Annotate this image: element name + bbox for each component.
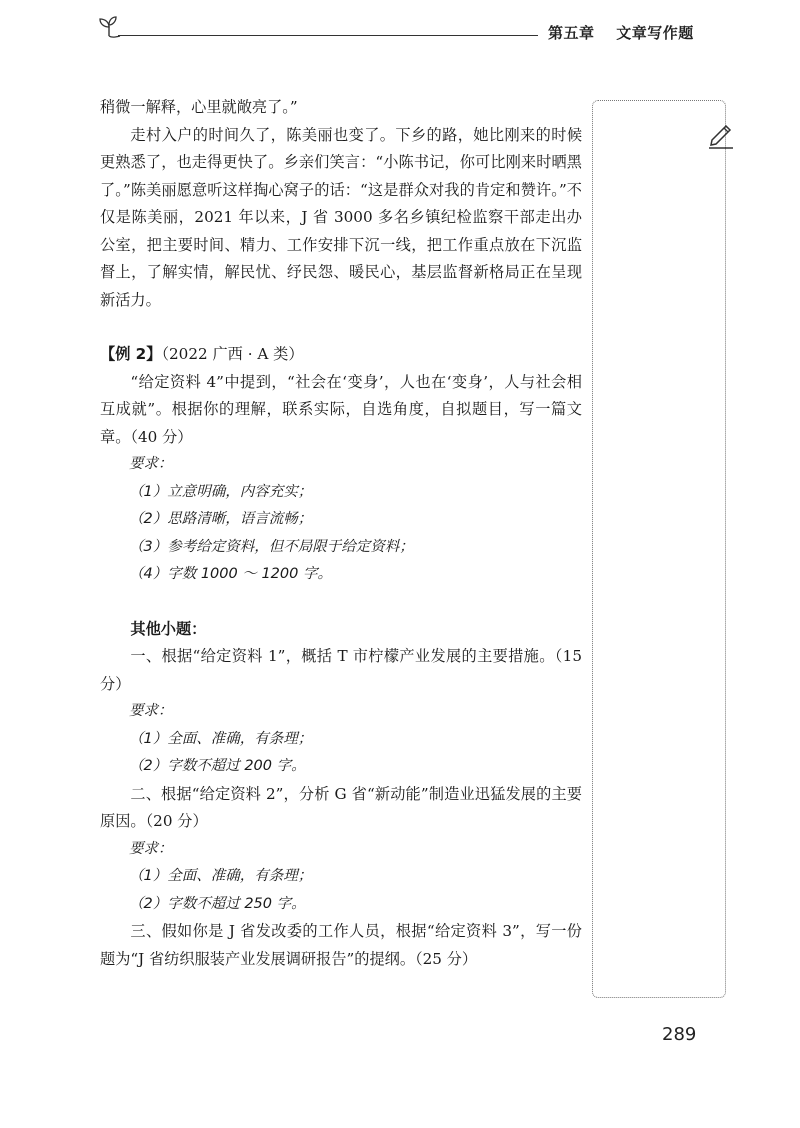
page-number: 289: [662, 1024, 697, 1045]
requirement-item: （2）字数不超过 250 字。: [129, 895, 306, 912]
pencil-icon: [706, 120, 736, 150]
requirement-item: （1）立意明确，内容充实；: [129, 483, 313, 500]
question-3: 三、假如你是 J 省发改委的工作人员，根据“给定资料 3”，写一份题为“J 省纺织服装产业发展调研报告”的提纲。（25 分）: [100, 922, 582, 968]
running-head: [548, 22, 694, 43]
chapter-title: 文章写作题: [616, 24, 694, 42]
example-source: （2022 广西 · A 类）: [161, 345, 304, 363]
question-2: 二、根据“给定资料 2”，分析 G 省“新动能”制造业迅猛发展的主要原因。（20 分）: [100, 784, 582, 830]
main-text: [100, 94, 582, 973]
requirements-label: 要求：: [129, 840, 173, 857]
question-1: 一、根据“给定资料 1”，概括 T 市柠檬产业发展的主要措施。（15 分）: [100, 647, 582, 693]
requirement-item: （2）思路清晰，语言流畅；: [129, 511, 313, 527]
header-rule: [118, 35, 538, 36]
chapter-label: 第五章: [548, 24, 595, 42]
paragraph: 走村入户的时间久了，陈美丽也变了。下乡的路，她比刚来的时候更熟悉了，也走得更快了。乡亲们笑言：“小陈书记，你可比刚来时晒黑了。”陈美丽愿意听这样掏心窝子的话：“这是群众对我的肯定和赞许。”不仅是陈美丽，2021 年以来，J 省 3000 多名乡镇纪检监察干部走出办公室，把主要时间、精力、工作安排下沉一线，把工作重点放在下沉监督上，了解实情，解民忧、纾民怨、暖民心，基层监督新格局正在呈现新活力。: [100, 125, 582, 309]
other-questions-heading: 其他小题：: [130, 619, 207, 638]
page-header: [0, 0, 800, 60]
requirements-label: 要求：: [129, 456, 173, 472]
requirements-label: 要求：: [129, 703, 173, 719]
example-tag: 【例 2】: [100, 345, 162, 363]
example-prompt: “给定资料 4”中提到，“社会在‘变身’，人也在‘变身’，人与社会相互成就”。根据你的理解，联系实际，自选角度，自拟题目，写一篇文章。（40 分）: [100, 372, 582, 446]
example-heading: [100, 341, 582, 369]
requirement-item: （1）全面、准确，有条理；: [129, 868, 313, 884]
requirement-item: （3）参考给定资料，但不局限于给定资料；: [129, 538, 414, 555]
requirement-item: （2）字数不超过 200 字。: [129, 758, 306, 774]
requirement-item: （4）字数 1000 ～ 1200 字。: [129, 566, 332, 582]
notes-margin-box: [592, 100, 726, 998]
paragraph: 稍微一解释，心里就敞亮了。”: [100, 98, 298, 116]
requirement-item: （1）全面、准确，有条理；: [129, 730, 313, 747]
sprout-icon: [96, 14, 122, 40]
